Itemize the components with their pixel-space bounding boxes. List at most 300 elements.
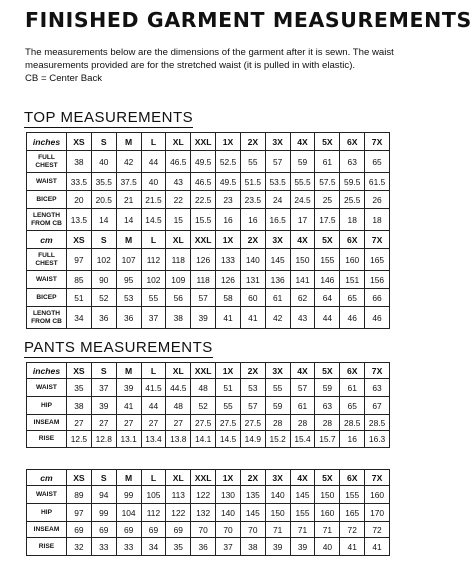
size-header: 2X [240, 231, 265, 249]
measurement-cell: 16 [340, 431, 365, 448]
measurement-cell: 26 [365, 191, 390, 209]
measurement-cell: 15.7 [315, 431, 340, 448]
measurement-cell: 13.4 [141, 431, 166, 448]
intro-line: The measurements below are the dimensions of the garment after it is sewn. The waist [25, 47, 394, 58]
measurement-cell: 69 [166, 522, 191, 538]
row-label: LENGTH FROM CB [27, 307, 67, 329]
table-row [27, 249, 390, 271]
measurement-cell: 14.5 [141, 209, 166, 231]
intro-text [25, 46, 410, 85]
intro-line: measurements provided are for the stretched waist (it is pulled in with elastic). [25, 60, 356, 71]
measurement-cell: 160 [365, 486, 390, 504]
measurement-cell: 59 [315, 379, 340, 397]
measurement-cell: 61 [340, 379, 365, 397]
measurement-cell: 15.4 [290, 431, 315, 448]
size-header: 2X [240, 133, 265, 151]
measurement-cell: 15.5 [191, 209, 216, 231]
measurement-cell: 43 [166, 173, 191, 191]
pants-inches-table [26, 362, 390, 448]
measurement-cell: 16 [216, 209, 241, 231]
measurement-cell: 28.5 [340, 415, 365, 431]
measurement-cell: 23 [216, 191, 241, 209]
size-header: 4X [290, 231, 315, 249]
measurement-cell: 46 [340, 307, 365, 329]
table-row [27, 397, 390, 415]
measurement-cell: 155 [315, 249, 340, 271]
measurement-cell: 118 [166, 249, 191, 271]
measurement-cell: 97 [67, 249, 92, 271]
measurement-cell: 14.9 [240, 431, 265, 448]
measurement-cell: 28 [265, 415, 290, 431]
row-label: INSEAM [27, 415, 67, 431]
unit-label: cm [27, 470, 67, 486]
size-header: M [116, 133, 141, 151]
measurement-cell: 38 [67, 397, 92, 415]
table-row [27, 289, 390, 307]
measurement-cell: 16 [240, 209, 265, 231]
measurement-cell: 44 [315, 307, 340, 329]
table-row [27, 415, 390, 431]
measurement-cell: 62 [290, 289, 315, 307]
measurement-cell: 41 [216, 307, 241, 329]
measurement-cell: 38 [67, 151, 92, 173]
measurement-cell: 28 [290, 415, 315, 431]
measurement-cell: 65 [340, 289, 365, 307]
measurement-cell: 145 [240, 504, 265, 522]
measurement-cell: 36 [116, 307, 141, 329]
measurement-cell: 70 [216, 522, 241, 538]
size-header: 7X [365, 133, 390, 151]
measurement-cell: 33 [116, 538, 141, 556]
measurement-cell: 145 [290, 486, 315, 504]
measurement-cell: 57 [191, 289, 216, 307]
measurement-cell: 64 [315, 289, 340, 307]
measurement-cell: 21 [116, 191, 141, 209]
measurement-cell: 155 [340, 486, 365, 504]
row-label: WAIST [27, 271, 67, 289]
pants-measurements-heading: PANTS MEASUREMENTS [24, 339, 213, 356]
measurement-cell: 141 [290, 271, 315, 289]
size-header: XS [67, 470, 92, 486]
measurement-cell: 27 [166, 415, 191, 431]
measurement-cell: 27.5 [240, 415, 265, 431]
measurement-cell: 25 [315, 191, 340, 209]
measurement-cell: 17.5 [315, 209, 340, 231]
measurement-cell: 41 [116, 397, 141, 415]
measurement-cell: 22 [166, 191, 191, 209]
header-row [27, 363, 390, 379]
measurement-cell: 13.5 [67, 209, 92, 231]
size-header: XS [67, 231, 92, 249]
table-row [27, 486, 390, 504]
measurement-cell: 69 [141, 522, 166, 538]
measurement-cell: 146 [315, 271, 340, 289]
size-header: L [141, 363, 166, 379]
measurement-cell: 90 [91, 271, 116, 289]
measurement-cell: 13.1 [116, 431, 141, 448]
measurement-cell: 135 [240, 486, 265, 504]
measurement-cell: 40 [315, 538, 340, 556]
measurement-cell: 35 [67, 379, 92, 397]
size-header: M [116, 470, 141, 486]
measurement-cell: 109 [166, 271, 191, 289]
measurement-cell: 140 [265, 486, 290, 504]
measurement-cell: 20 [67, 191, 92, 209]
measurement-cell: 39 [290, 538, 315, 556]
size-header: 6X [340, 470, 365, 486]
measurement-cell: 24.5 [290, 191, 315, 209]
table-row [27, 151, 390, 173]
measurement-cell: 150 [315, 486, 340, 504]
measurement-cell: 102 [141, 271, 166, 289]
size-header: 5X [315, 363, 340, 379]
table-row [27, 271, 390, 289]
measurement-cell: 57 [290, 379, 315, 397]
row-label: FULL CHEST [27, 249, 67, 271]
measurement-cell: 37 [216, 538, 241, 556]
row-label: LENGTH FROM CB [27, 209, 67, 231]
measurement-cell: 55 [240, 151, 265, 173]
measurement-cell: 16.5 [265, 209, 290, 231]
size-header: S [91, 470, 116, 486]
measurement-cell: 105 [141, 486, 166, 504]
measurement-cell: 32 [67, 538, 92, 556]
measurement-cell: 39 [191, 307, 216, 329]
size-header: 3X [265, 231, 290, 249]
measurement-cell: 23.5 [240, 191, 265, 209]
unit-label: cm [27, 231, 67, 249]
measurement-cell: 49.5 [191, 151, 216, 173]
measurement-cell: 15 [166, 209, 191, 231]
measurement-cell: 160 [340, 249, 365, 271]
measurement-cell: 17 [290, 209, 315, 231]
row-label: WAIST [27, 379, 67, 397]
header-row [27, 231, 390, 249]
measurement-cell: 41 [365, 538, 390, 556]
size-header: 1X [216, 363, 241, 379]
measurement-cell: 89 [67, 486, 92, 504]
measurement-cell: 165 [365, 249, 390, 271]
measurement-cell: 27.5 [216, 415, 241, 431]
row-label: WAIST [27, 173, 67, 191]
size-header: 1X [216, 231, 241, 249]
size-header: XXL [191, 363, 216, 379]
measurement-cell: 35 [166, 538, 191, 556]
row-label: HIP [27, 504, 67, 522]
table-row [27, 504, 390, 522]
measurement-cell: 170 [365, 504, 390, 522]
measurement-cell: 12.5 [67, 431, 92, 448]
measurement-cell: 133 [216, 249, 241, 271]
size-header: 7X [365, 363, 390, 379]
row-label: WAIST [27, 486, 67, 504]
measurement-cell: 113 [166, 486, 191, 504]
measurement-cell: 37.5 [116, 173, 141, 191]
measurement-cell: 14 [91, 209, 116, 231]
measurement-cell: 165 [340, 504, 365, 522]
measurement-cell: 22.5 [191, 191, 216, 209]
size-header: S [91, 363, 116, 379]
row-label: INSEAM [27, 522, 67, 538]
size-header: XXL [191, 470, 216, 486]
measurement-cell: 57 [265, 151, 290, 173]
size-header: S [91, 133, 116, 151]
measurement-cell: 41 [340, 538, 365, 556]
pants-cm-table [26, 469, 390, 556]
table-row [27, 379, 390, 397]
measurement-cell: 24 [265, 191, 290, 209]
measurement-cell: 27.5 [191, 415, 216, 431]
size-header: 6X [340, 363, 365, 379]
measurement-cell: 53 [240, 379, 265, 397]
measurement-cell: 27 [67, 415, 92, 431]
measurement-cell: 69 [116, 522, 141, 538]
measurement-cell: 42 [265, 307, 290, 329]
measurement-cell: 63 [365, 379, 390, 397]
size-header: 7X [365, 470, 390, 486]
measurement-cell: 46 [365, 307, 390, 329]
table-row [27, 522, 390, 538]
measurement-cell: 14.1 [191, 431, 216, 448]
table-row [27, 191, 390, 209]
measurement-cell: 136 [265, 271, 290, 289]
measurement-cell: 57.5 [315, 173, 340, 191]
table-row [27, 307, 390, 329]
measurement-cell: 57 [240, 397, 265, 415]
measurement-cell: 39 [91, 397, 116, 415]
measurement-cell: 61 [315, 151, 340, 173]
size-header: 5X [315, 231, 340, 249]
measurement-cell: 69 [91, 522, 116, 538]
top-measurements-heading: TOP MEASUREMENTS [24, 109, 194, 126]
measurement-cell: 107 [116, 249, 141, 271]
measurement-cell: 145 [265, 249, 290, 271]
measurement-cell: 44 [141, 397, 166, 415]
measurement-cell: 156 [365, 271, 390, 289]
size-header: S [91, 231, 116, 249]
measurement-cell: 140 [216, 504, 241, 522]
measurement-cell: 55 [141, 289, 166, 307]
size-header: 6X [340, 231, 365, 249]
measurement-cell: 55.5 [290, 173, 315, 191]
size-header: XXL [191, 133, 216, 151]
measurement-cell: 28 [315, 415, 340, 431]
measurement-cell: 28.5 [365, 415, 390, 431]
measurement-cell: 61.5 [365, 173, 390, 191]
measurement-cell: 71 [315, 522, 340, 538]
size-header: 7X [365, 231, 390, 249]
top-inches-table [26, 132, 390, 231]
size-header: L [141, 470, 166, 486]
measurement-cell: 151 [340, 271, 365, 289]
measurement-cell: 49.5 [216, 173, 241, 191]
measurement-cell: 69 [67, 522, 92, 538]
size-header: 3X [265, 363, 290, 379]
size-header: XL [166, 470, 191, 486]
measurement-cell: 70 [191, 522, 216, 538]
measurement-cell: 72 [340, 522, 365, 538]
intro-line: CB = Center Back [25, 73, 103, 84]
measurement-cell: 27 [141, 415, 166, 431]
measurement-cell: 48 [191, 379, 216, 397]
measurement-cell: 41 [240, 307, 265, 329]
measurement-cell: 27 [91, 415, 116, 431]
measurement-cell: 52 [191, 397, 216, 415]
measurement-cell: 37 [91, 379, 116, 397]
measurement-cell: 46.5 [191, 173, 216, 191]
size-header: XL [166, 363, 191, 379]
measurement-cell: 51 [216, 379, 241, 397]
measurement-cell: 132 [191, 504, 216, 522]
measurement-cell: 140 [240, 249, 265, 271]
measurement-cell: 34 [141, 538, 166, 556]
measurement-cell: 65 [365, 151, 390, 173]
measurement-cell: 112 [141, 249, 166, 271]
size-header: 5X [315, 470, 340, 486]
measurement-cell: 51 [67, 289, 92, 307]
size-header: XL [166, 231, 191, 249]
measurement-cell: 38 [240, 538, 265, 556]
measurement-cell: 52 [91, 289, 116, 307]
measurement-cell: 94 [91, 486, 116, 504]
measurement-cell: 55 [265, 379, 290, 397]
measurement-cell: 18 [365, 209, 390, 231]
measurement-cell: 36 [91, 307, 116, 329]
size-header: 4X [290, 363, 315, 379]
row-label: BICEP [27, 191, 67, 209]
unit-label: inches [27, 363, 67, 379]
measurement-cell: 48 [166, 397, 191, 415]
measurement-cell: 56 [166, 289, 191, 307]
measurement-cell: 150 [265, 504, 290, 522]
measurement-cell: 61 [290, 397, 315, 415]
measurement-cell: 51.5 [240, 173, 265, 191]
measurement-cell: 99 [91, 504, 116, 522]
measurement-cell: 42 [116, 151, 141, 173]
measurement-cell: 13.8 [166, 431, 191, 448]
measurement-cell: 37 [141, 307, 166, 329]
measurement-cell: 34 [67, 307, 92, 329]
measurement-cell: 95 [116, 271, 141, 289]
measurement-cell: 122 [191, 486, 216, 504]
measurement-cell: 122 [166, 504, 191, 522]
measurement-cell: 71 [265, 522, 290, 538]
measurement-cell: 63 [315, 397, 340, 415]
row-label: BICEP [27, 289, 67, 307]
size-header: XL [166, 133, 191, 151]
measurement-cell: 112 [141, 504, 166, 522]
header-row [27, 470, 390, 486]
size-header: 1X [216, 133, 241, 151]
measurement-cell: 59 [265, 397, 290, 415]
measurement-cell: 71 [290, 522, 315, 538]
measurement-cell: 43 [290, 307, 315, 329]
measurement-cell: 60 [240, 289, 265, 307]
size-header: L [141, 231, 166, 249]
size-header: XS [67, 133, 92, 151]
table-row [27, 209, 390, 231]
measurement-cell: 46.5 [166, 151, 191, 173]
table-row [27, 538, 390, 556]
size-header: 3X [265, 470, 290, 486]
top-cm-table [26, 230, 390, 329]
measurement-cell: 99 [116, 486, 141, 504]
measurement-cell: 97 [67, 504, 92, 522]
measurement-cell: 25.5 [340, 191, 365, 209]
unit-label: inches [27, 133, 67, 151]
measurement-cell: 70 [240, 522, 265, 538]
measurement-cell: 14.5 [216, 431, 241, 448]
measurement-cell: 40 [91, 151, 116, 173]
table-row [27, 431, 390, 448]
measurement-cell: 155 [290, 504, 315, 522]
measurement-cell: 18 [340, 209, 365, 231]
size-header: 6X [340, 133, 365, 151]
size-header: 5X [315, 133, 340, 151]
measurement-cell: 150 [290, 249, 315, 271]
measurement-cell: 58 [216, 289, 241, 307]
measurement-cell: 67 [365, 397, 390, 415]
measurement-cell: 102 [91, 249, 116, 271]
measurement-cell: 61 [265, 289, 290, 307]
measurement-cell: 52.5 [216, 151, 241, 173]
measurement-cell: 41.5 [141, 379, 166, 397]
measurement-cell: 131 [240, 271, 265, 289]
measurement-cell: 130 [216, 486, 241, 504]
measurement-cell: 53.5 [265, 173, 290, 191]
measurement-cell: 160 [315, 504, 340, 522]
measurement-cell: 39 [116, 379, 141, 397]
measurement-cell: 118 [191, 271, 216, 289]
measurement-cell: 55 [216, 397, 241, 415]
measurement-cell: 104 [116, 504, 141, 522]
size-header: 1X [216, 470, 241, 486]
measurement-cell: 44.5 [166, 379, 191, 397]
size-header: XXL [191, 231, 216, 249]
measurement-cell: 38 [166, 307, 191, 329]
size-header: M [116, 363, 141, 379]
measurement-cell: 33 [91, 538, 116, 556]
size-header: M [116, 231, 141, 249]
measurement-cell: 65 [340, 397, 365, 415]
row-label: RISE [27, 538, 67, 556]
measurement-cell: 35.5 [91, 173, 116, 191]
size-header: 2X [240, 363, 265, 379]
row-label: HIP [27, 397, 67, 415]
measurement-cell: 15.2 [265, 431, 290, 448]
measurement-cell: 63 [340, 151, 365, 173]
measurement-cell: 21.5 [141, 191, 166, 209]
measurement-cell: 40 [141, 173, 166, 191]
measurement-cell: 16.3 [365, 431, 390, 448]
measurement-cell: 59 [290, 151, 315, 173]
size-header: 4X [290, 133, 315, 151]
measurement-cell: 33.5 [67, 173, 92, 191]
row-label: FULL CHEST [27, 151, 67, 173]
measurement-cell: 126 [191, 249, 216, 271]
measurement-cell: 39 [265, 538, 290, 556]
measurement-cell: 72 [365, 522, 390, 538]
measurement-cell: 53 [116, 289, 141, 307]
row-label: RISE [27, 431, 67, 448]
header-row [27, 133, 390, 151]
size-header: L [141, 133, 166, 151]
measurement-cell: 36 [191, 538, 216, 556]
measurement-cell: 27 [116, 415, 141, 431]
size-header: XS [67, 363, 92, 379]
measurement-cell: 59.5 [340, 173, 365, 191]
table-row [27, 173, 390, 191]
